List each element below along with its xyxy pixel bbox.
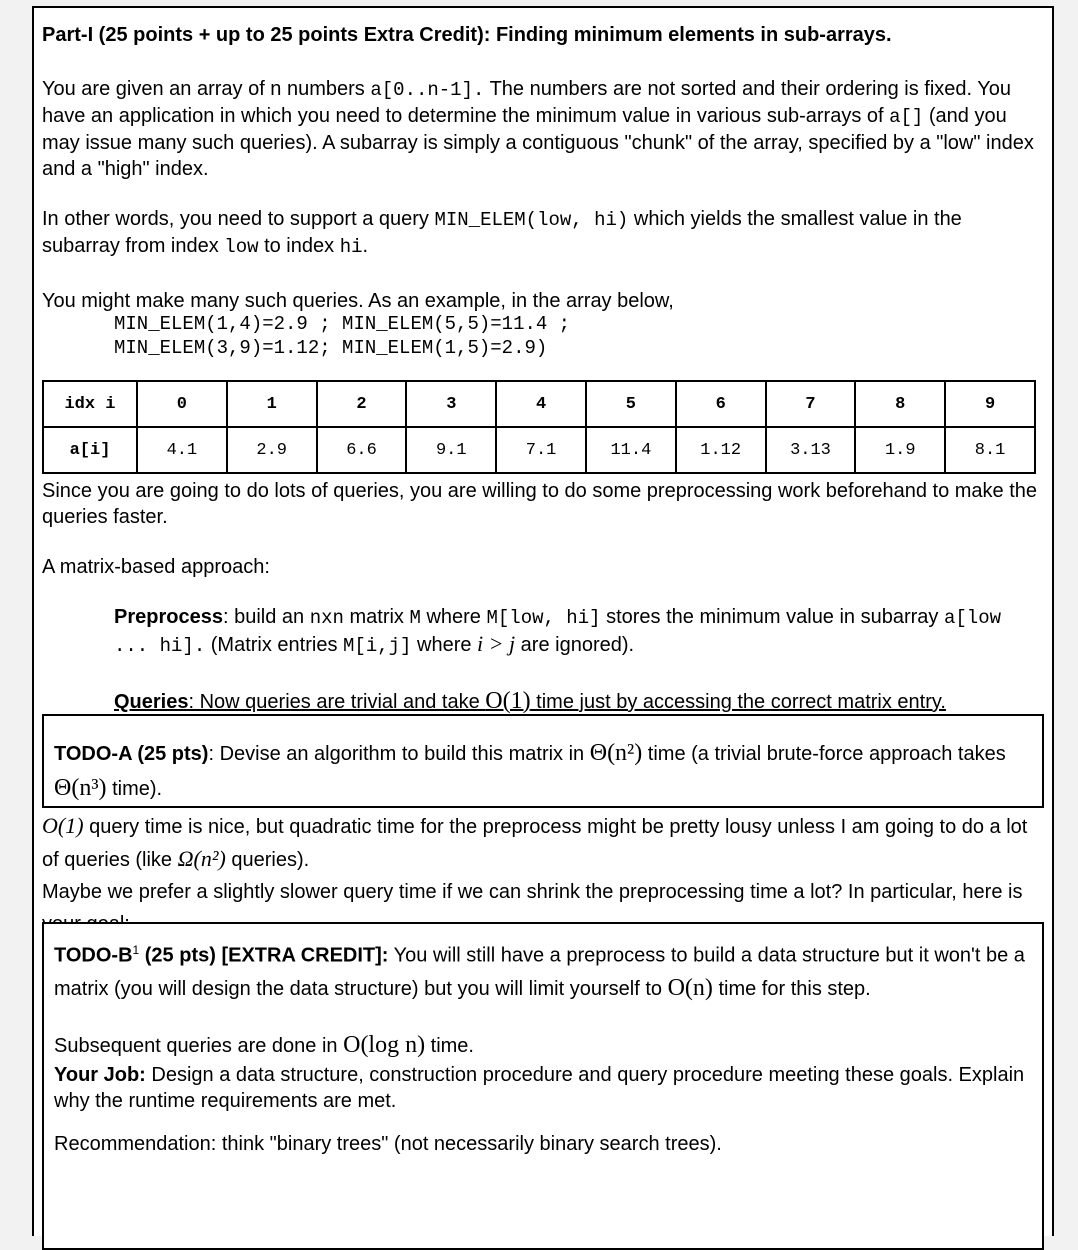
iow-text-2: which yields the smallest value in the subarray from index [42,208,962,257]
example-line: MIN_ELEM(3,9)=1.12; MIN_ELEM(1,5)=2.9) [114,337,548,359]
todo-a-box [42,714,1044,808]
pre-text-6: where [411,634,478,656]
index-cell: 4 [496,381,586,427]
intro-text-2: The numbers are not sorted and their ordering is fixed. You have an application in which you need to determine the minimum value in various sub-arrays of [42,78,1012,127]
pre-code-mij: M[i,j] [343,635,412,657]
todo-b-text-4: time. [425,1034,474,1057]
todo-b-box [42,922,1044,1250]
index-cell: 1 [227,381,317,427]
pre-text-1: : build an [222,606,310,628]
todo-a-label: TODO-A (25 pts) [54,743,209,765]
o1-paragraph [42,810,1044,940]
in-other-words-paragraph [42,206,1044,260]
index-cell: 5 [586,381,676,427]
o1-line-1 [42,810,1044,876]
todo-a-math-n3: Θ(n³) [54,775,107,801]
todo-a-text-3: time). [106,778,163,800]
recommendation: Recommendation: think "binary trees" (not necessarily binary search trees). [54,1132,722,1155]
value-row [43,427,1035,473]
intro-text-1: You are given an array of n numbers [42,78,371,100]
example-line: MIN_ELEM(1,4)=2.9 ; MIN_ELEM(5,5)=11.4 ; [114,313,571,335]
document-page [32,6,1054,1236]
todo-a-text-2: time (a trivial brute-force approach takes [642,743,1006,765]
value-row-header: a[i] [43,427,137,473]
page-title: Part-I (25 points + up to 25 points Extra Credit): Finding minimum elements in sub-arrays. [42,24,892,46]
index-cell: 8 [855,381,945,427]
iow-text-3: to index [258,235,340,257]
pre-code-nxn: nxn [309,607,344,629]
pre-text-2: matrix [343,606,410,628]
value-cell: 2.9 [227,427,317,473]
todo-b-math-on: O(n) [667,974,713,1001]
value-cell: 9.1 [406,427,496,473]
todo-b-job [54,1062,1032,1114]
o1-math-omega: Ω(n²) [177,846,226,871]
value-cell: 1.9 [855,427,945,473]
array-table [42,380,1036,474]
todo-b-intro [54,934,1032,1005]
todo-b-label: TODO-B [54,944,133,967]
value-cell: 4.1 [137,427,227,473]
intro-paragraph [42,76,1044,182]
index-cell: 7 [766,381,856,427]
example-queries [42,312,1044,360]
todo-b-label-2: (25 pts) [EXTRA CREDIT]: [139,944,389,967]
iow-code-hi: hi [339,236,363,258]
queries-math-o1: O(1) [485,688,531,714]
value-cell: 8.1 [945,427,1035,473]
pre-text-3: where [420,606,487,628]
todo-b-queries [54,1029,1032,1062]
index-row-header: idx i [43,381,137,427]
you-might-paragraph: You might make many such queries. As an example, in the array below, [42,290,674,312]
todo-b-text-2: time for this step. [712,977,871,1000]
o1-math-o1: O(1) [42,813,84,838]
todo-b-text-1: You will still have a preprocess to build a data structure but it won't be a matrix (you will design the data structure) but you will limit yourself to [54,944,1025,1000]
pre-code-M: M [409,607,421,629]
preprocess-paragraph [42,604,1044,659]
index-cell: 6 [676,381,766,427]
todo-b-text-3: Subsequent queries are done in [54,1034,344,1057]
index-row [43,381,1035,427]
todo-b-footnote-mark: 1 [132,943,140,957]
o1-text-2: query time is nice, but quadratic time for the preprocess might be pretty lousy unless I am going to do a lot of queries (like [42,816,1028,871]
todo-b-math-logn: O(log n) [343,1031,426,1058]
your-job-label: Your Job: [54,1063,146,1086]
value-cell: 3.13 [766,427,856,473]
queries-text-1: : Now queries are trivial and take [188,691,486,713]
since-paragraph: Since you are going to do lots of queries, you are willing to do some preprocessing work beforehand to make the queries faster. [42,480,1038,528]
o1-line-2: Maybe we prefer a slightly slower query time if we can shrink the preprocessing time a lot? In particular, here is [42,881,1023,903]
iow-code-low: low [224,236,259,258]
matrix-approach-heading: A matrix-based approach: [42,556,270,578]
index-cell: 2 [317,381,407,427]
todo-a-math-n2: Θ(n²) [589,740,643,766]
todo-a-text [54,736,1032,806]
pre-code-alowhi: a[low ... hi]. [114,607,1001,657]
iow-code-minelem: MIN_ELEM(low, hi) [434,209,629,231]
o1-text-4: queries). [225,849,310,871]
index-cell: 0 [137,381,227,427]
pre-text-4: stores the minimum value in subarray [600,606,944,628]
pre-text-5: (Matrix entries [205,634,344,656]
pre-math-igtj: i > j [477,631,516,656]
iow-text-4: . [362,235,369,257]
preprocess-label: Preprocess [114,606,223,628]
value-cell: 11.4 [586,427,676,473]
value-cell: 1.12 [676,427,766,473]
value-cell: 6.6 [317,427,407,473]
your-job-text: Design a data structure, construction procedure and query procedure meeting these goals. Explain why the runtime requirements are met. [54,1063,1025,1112]
value-cell: 7.1 [496,427,586,473]
queries-paragraph [42,688,1044,715]
todo-a-text-1: : Devise an algorithm to build this matrix in [208,743,590,765]
intro-text-3: (and you may issue many such queries). A subarray is simply a contiguous "chunk" of the array, specified by a "low" index and a "high" index. [42,105,1034,180]
queries-label: Queries [114,691,189,713]
iow-text-1: In other words, you need to support a query [42,208,435,230]
pre-code-mlowhi: M[low, hi] [486,607,601,629]
index-cell: 9 [945,381,1035,427]
intro-code-array: a[0..n-1]. [370,79,485,101]
index-cell: 3 [406,381,496,427]
queries-text-2: time just by accessing the correct matrix entry. [530,691,946,713]
intro-code-a: a[] [889,106,924,128]
pre-text-7: are ignored). [515,634,635,656]
